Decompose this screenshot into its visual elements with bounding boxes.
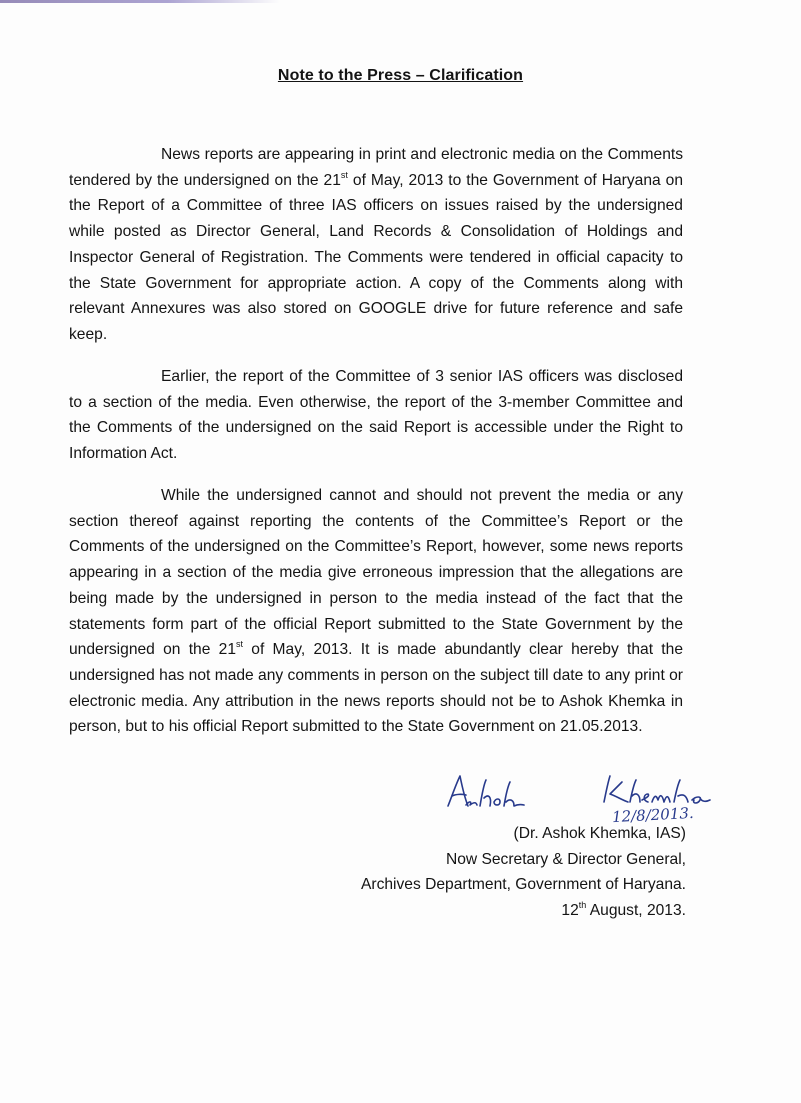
date-ordinal: th: [578, 899, 587, 910]
paragraph-1-part-2: of May, 2013 to the Government of Haryana on the Report of a Committee of three IAS officers on issues raised by the undersigned while posted as Director General, Land Records & Consolidation of Holdings and Inspector General of Registration. The Comments were tendered in official capacity to the State Government for appropriate action. A copy of the Comments along with relevant Annexures was also stored on GOOGLE drive for future reference and safe keep.: [69, 171, 684, 343]
paragraph-1-part-1: News reports are appearing in print and electronic media on the Comments tendered by the undersigned on the 21: [69, 146, 683, 189]
paragraph-2: [69, 364, 683, 467]
ordinal-suffix: st: [236, 639, 244, 650]
signature-block: [361, 821, 686, 923]
signatory-department: Archives Department, Government of Haryana.: [360, 876, 686, 893]
paragraph-3-part-2: of May, 2013. It is made abundantly clear hereby that the undersigned has not made any comments in person on the subject till date to any print or electronic media. Any attribution in the news reports should not be to Ashok Khemka in person, but to his official Report submitted to the State Government on 21.05.2013.: [69, 641, 683, 736]
paragraph-3-part-1: While the undersigned cannot and should not prevent the media or any section thereof against reporting the contents of the Committee’s Report or the Comments of the undersigned on the Committee’s Report, however, some news reports appearing in a section of the media give erroneous impression that the allegations are being made by the undersigned in person to the media instead of the fact that the statements form part of the official Report submitted to the State Government by the undersigned on the 21: [69, 487, 683, 659]
paragraph-2-text: Earlier, the report of the Committee of 3 senior IAS officers was disclosed to a section of the media. Even otherwise, the report of the 3-member Committee and the Comments of the undersigned on the said Report is accessible under the Right to Information Act.: [69, 368, 683, 463]
handwritten-date: 12/8/2013.: [611, 803, 695, 827]
document-title: Note to the Press – Clarification: [277, 67, 524, 84]
date-day: 12: [561, 901, 579, 919]
paragraph-3: [69, 483, 683, 740]
date-rest: August, 2013.: [586, 901, 686, 919]
document-date: [361, 898, 686, 924]
scan-edge-artifact: [0, 0, 280, 3]
ordinal-suffix: st: [340, 169, 348, 180]
signatory-designation: Now Secretary & Director General,: [445, 850, 686, 868]
signatory-name: (Dr. Ashok Khemka, IAS): [513, 825, 686, 842]
paragraph-1: [69, 142, 683, 348]
